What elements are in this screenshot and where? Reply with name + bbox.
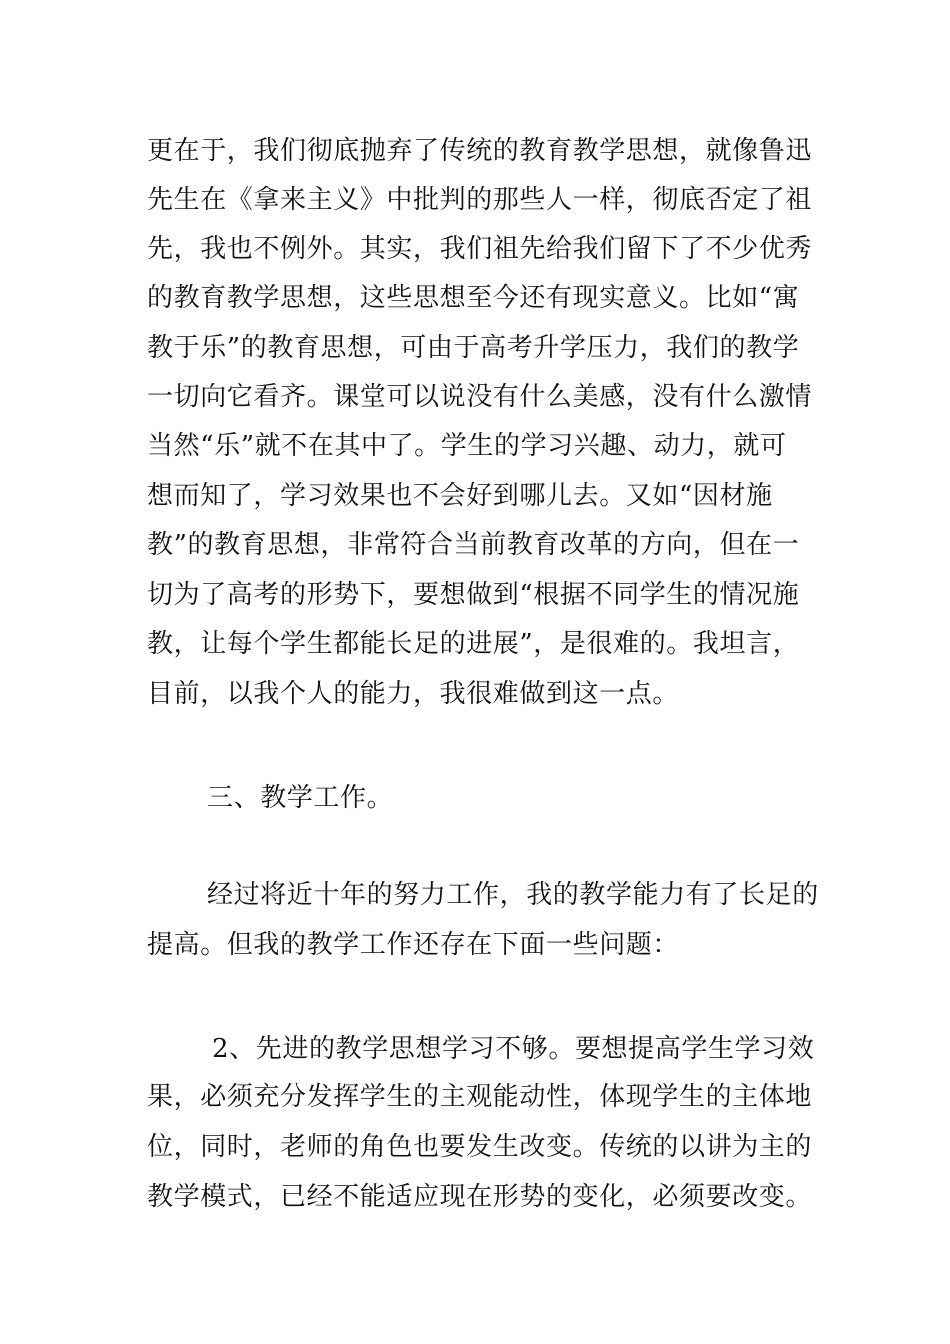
- text-line: 当然“乐”就不在其中了。学生的学习兴趣、动力，就可: [147, 431, 787, 461]
- text-line: 教，让每个学生都能长足的进展”，是很难的。我坦言，: [147, 629, 800, 659]
- text-line: 2、先进的教学思想学习不够。要想提高学生学习效: [212, 1034, 815, 1064]
- text-line: 想而知了，学习效果也不会好到哪儿去。又如“因材施: [147, 481, 773, 511]
- text-line: 的教育教学思想，这些思想至今还有现实意义。比如“寓: [147, 283, 800, 313]
- text-line: 先生在《拿来主义》中批判的那些人一样，彻底否定了祖: [147, 185, 813, 215]
- text-line: 位，同时，老师的角色也要发生改变。传统的以讲为主的: [147, 1132, 813, 1162]
- text-line: 先，我也不例外。其实，我们祖先给我们留下了不少优秀: [147, 234, 813, 264]
- text-line: 教学模式，已经不能适应现在形势的变化，必须要改变。: [147, 1182, 813, 1212]
- section-heading: 三、教学工作。: [207, 783, 394, 813]
- text-line: 教于乐”的教育思想，可由于高考升学压力，我们的教学: [147, 333, 800, 363]
- text-line: 教”的教育思想，非常符合当前教育改革的方向，但在一: [147, 530, 800, 560]
- text-line: 提高。但我的教学工作还存在下面一些问题：: [147, 930, 680, 960]
- text-line: 经过将近十年的努力工作，我的教学能力有了长足的: [207, 880, 819, 910]
- text-line: 目前，以我个人的能力，我很难做到这一点。: [147, 679, 680, 709]
- text-line: 一切向它看齐。课堂可以说没有什么美感，没有什么激情: [147, 382, 813, 412]
- text-line: 果，必须充分发挥学生的主观能动性，体现学生的主体地: [147, 1082, 813, 1112]
- text-line: 切为了高考的形势下，要想做到“根据不同学生的情况施: [147, 580, 800, 610]
- text-line: 更在于，我们彻底抛弃了传统的教育教学思想，就像鲁迅: [147, 136, 813, 166]
